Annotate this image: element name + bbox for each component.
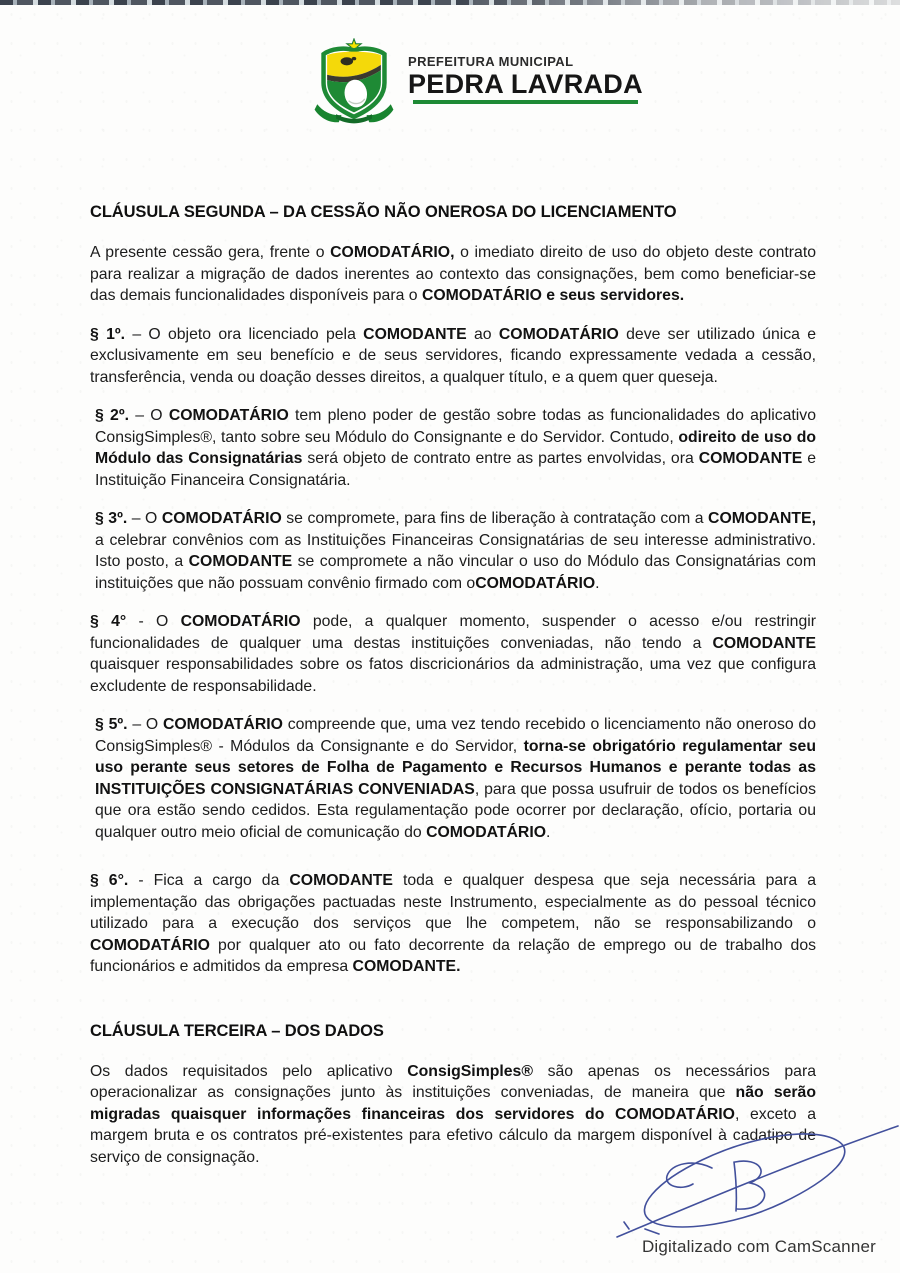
paragraph-5: § 5º. – O COMODATÁRIO compreende que, uma vez tendo recebido o licenciamento não oneroso do ConsigSimples® - Módulos da Consignante e do Servidor, torna-se obrigatório regulamentar seu uso perante seus setores de Folha de Pagamento e Recursos Humanos e perante todas as INSTITUIÇÕES CONSIGNATÁRIAS CONVENIADAS, para que possa usufruir de todos os benefícios que ora estão sendo cedidos. Esta regulamentação pode ocorrer por declaração, ofício, portaria ou qualquer outro meio oficial de comunicação do COMODATÁRIO.: [95, 716, 816, 841]
scan-edge-artifact: [0, 0, 900, 5]
letterhead: [306, 38, 643, 124]
goat-figure-head: [352, 57, 356, 61]
paragraph-4: § 4° - O COMODATÁRIO pode, a qualquer momento, suspender o acesso e/ou restringir funcionalidades de qualquer uma destas instituições conveniadas, não tendo a COMODANTE quaisquer responsabilidades sobre os fatos discricionários da administração, uma vez que configura excludente de responsabilidade.: [90, 613, 816, 695]
org-name-line1: PREFEITURA MUNICIPAL: [408, 54, 574, 69]
municipality-crest-logo: [306, 38, 402, 124]
clause-second-heading: CLÁUSULA SEGUNDA – DA CESSÃO NÃO ONEROSA DO LICENCIAMENTO: [90, 203, 677, 221]
letterhead-text: [408, 38, 643, 104]
org-name-line2: PEDRA LAVRADA: [408, 69, 643, 99]
clause-third-heading: CLÁUSULA TERCEIRA – DOS DADOS: [90, 1021, 384, 1040]
signature-diagonal-stroke: [617, 1126, 898, 1237]
clause-third-paragraph: Os dados requisitados pelo aplicativo ConsigSimples® são apenas os necessários para operacionalizar as consignações junto às instituições conveniadas, de maneira que não serão migradas quaisquer informações financeiras dos servidores do COMODATÁRIO, exceto a margem bruta e os contratos pré-existentes para efetivo cálculo da margem disponível à cadatipo de serviço de consignação.: [90, 1062, 816, 1166]
paragraph-6: § 6°. - Fica a cargo da COMODANTE toda e qualquer despesa que seja necessária para a implementação das obrigações pactuadas neste Instrumento, especialmente as do pessoal técnico utilizado para a execução dos serviços que lhe competem, não se responsabilizando o COMODATÁRIO por qualquer ato ou fato decorrente da relação de emprego ou de trabalho dos funcionários e admitidos da empresa COMODANTE.: [90, 872, 816, 975]
camscanner-credit: Digitalizado com CamScanner: [641, 1237, 876, 1256]
contract-body: [90, 203, 816, 1185]
logo-underline: [413, 100, 639, 104]
paragraph-3: § 3º. – O COMODATÁRIO se compromete, para fins de liberação à contratação com a COMODANTE, a celebrar convênios com as Instituições Financeiras Consignatárias de seu interesse administrativo. Isto posto, a COMODANTE se compromete a não vincular o uso do Módulo das Consignatárias com instituições que não possuam convênio firmado com oCOMODATÁRIO.: [95, 510, 816, 592]
handwritten-signature: [600, 1118, 900, 1246]
goat-figure: [341, 57, 354, 65]
clause-second-intro-paragraph: A presente cessão gera, frente o COMODATÁRIO, o imediato direito de uso do objeto deste contrato para realizar a migração de dados inerentes ao contexto das consignações, bem como beneficiar-se das demais funcionalidades disponíveis para o COMODATÁRIO e seus servidores.: [90, 244, 816, 304]
paragraph-1: § 1º. – O objeto ora licenciado pela COMODANTE ao COMODATÁRIO deve ser utilizado única e exclusivamente em seu benefício e de seus servidores, ficando expressamente vedada a cessão, transferência, venda ou doação desses direitos, a qualquer título, e a quem quer queseja.: [90, 325, 817, 386]
paragraph-2: § 2º. – O COMODATÁRIO tem pleno poder de gestão sobre todas as funcionalidades do aplicativo ConsigSimples®, tanto sobre seu Módulo do Consignante e do Servidor. Contudo, odireito de uso do Módulo das Consignatárias será objeto de contrato entre as partes envolvidas, ora COMODANTE e Instituição Financeira Consignatária.: [95, 407, 816, 489]
